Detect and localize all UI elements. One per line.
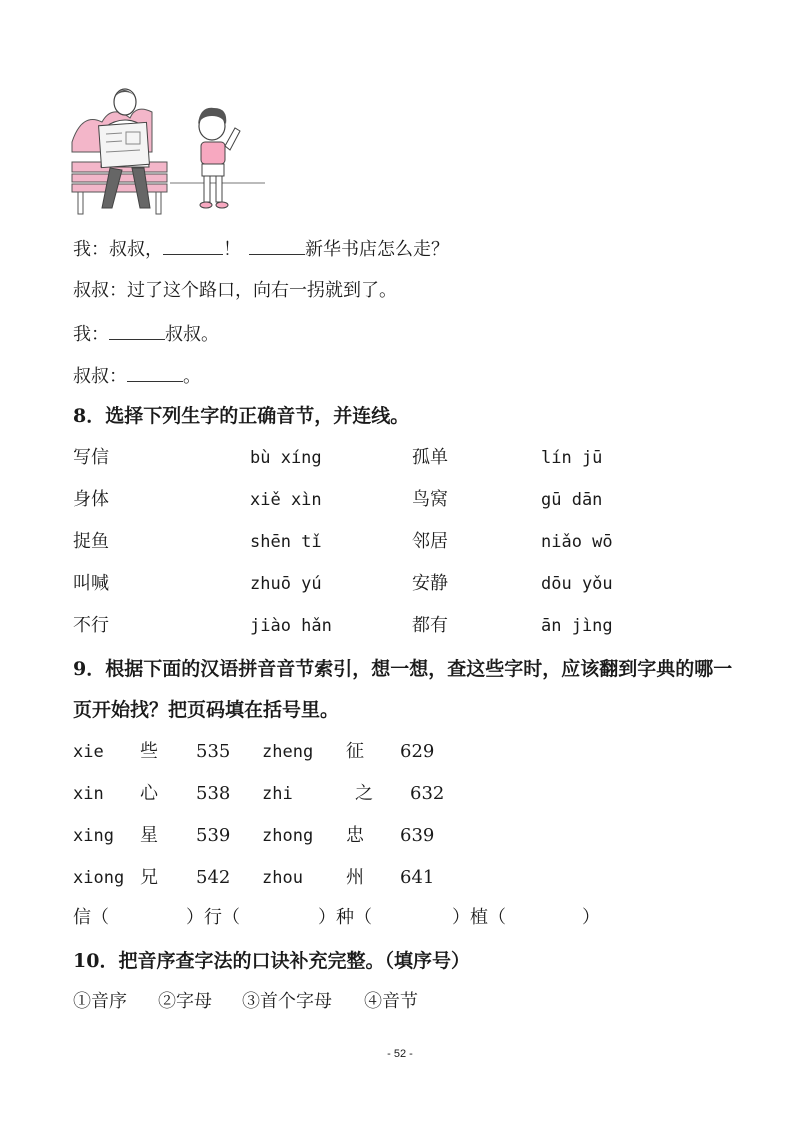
q10-option: ③首个字母 (242, 991, 332, 1012)
q8-pinyin[interactable]: niǎo wō (541, 532, 613, 552)
index-page: 639 (400, 825, 435, 846)
dialogue-line-1-prefix: 我：叔叔， (73, 239, 163, 260)
index-pinyin: xiong (73, 868, 125, 888)
q8-word[interactable]: 鸟窝 (412, 489, 448, 510)
question-9-title-line-2: 页开始找？把页码填在括号里。 (73, 699, 340, 721)
fill-label-xing: ）行（ (186, 907, 240, 928)
answer-blank-4[interactable] (127, 363, 183, 382)
index-char: 忠 (346, 825, 364, 846)
illustration-father-and-boy (70, 82, 270, 222)
q10-option: ①音序 (73, 991, 127, 1012)
dialogue-line-1-suffix: 新华书店怎么走？ (305, 239, 449, 260)
boy-illustration (198, 108, 240, 208)
q8-pinyin[interactable]: ān jìng (541, 616, 613, 636)
dialogue-line-1-mid: ！ (223, 239, 241, 260)
page-answer-field[interactable] (120, 906, 182, 930)
q8-word[interactable]: 邻居 (412, 531, 448, 552)
index-pinyin: xie (73, 742, 104, 762)
page-answer-field[interactable] (250, 906, 312, 930)
page-answer-field[interactable] (516, 906, 578, 930)
index-page: 629 (400, 741, 435, 762)
q8-word[interactable]: 安静 (412, 573, 448, 594)
question-10-title: 10．把音序查字法的口诀补充完整。（填序号） (73, 950, 470, 972)
dialogue-line-3-prefix: 我： (73, 324, 109, 345)
q8-pinyin[interactable]: shēn tǐ (250, 532, 322, 552)
index-pinyin: zheng (262, 742, 314, 762)
q8-word[interactable]: 写信 (73, 447, 109, 468)
answer-blank-1[interactable] (163, 236, 223, 255)
q8-pinyin[interactable]: xiě xìn (250, 490, 322, 510)
index-page: 539 (196, 825, 231, 846)
index-pinyin: zhi (262, 784, 293, 804)
index-page: 542 (196, 867, 231, 888)
index-char: 心 (140, 783, 158, 804)
dialogue-line-4 (73, 363, 201, 389)
q8-pinyin[interactable]: zhuō yú (250, 574, 322, 594)
index-page: 641 (400, 867, 435, 888)
q10-option: ④音节 (364, 991, 418, 1012)
question-8-title: 8．选择下列生字的正确音节，并连线。 (73, 405, 410, 427)
q10-option: ②字母 (158, 991, 212, 1012)
q8-word[interactable]: 叫喊 (73, 573, 109, 594)
index-char: 州 (346, 867, 364, 888)
index-page: 535 (196, 741, 231, 762)
index-char: 星 (140, 825, 158, 846)
q8-word[interactable]: 身体 (73, 489, 109, 510)
index-page: 632 (410, 783, 445, 804)
q8-word[interactable]: 孤单 (412, 447, 448, 468)
dialogue-line-3 (73, 321, 219, 347)
index-char: 之 (355, 783, 373, 804)
q8-pinyin[interactable]: jiào hǎn (250, 616, 332, 636)
index-pinyin: xin (73, 784, 104, 804)
question-9-title-line-1: 9．根据下面的汉语拼音音节索引，想一想，查这些字时，应该翻到字典的哪一 (73, 658, 733, 680)
fill-label-xin: 信（ (73, 907, 109, 928)
q8-pinyin[interactable]: dōu yǒu (541, 574, 613, 594)
fill-close-paren: ） (582, 907, 600, 928)
q8-pinyin[interactable]: bù xíng (250, 448, 322, 468)
answer-blank-3[interactable] (109, 321, 165, 340)
page-number: - 52 - (387, 1048, 413, 1060)
q8-word[interactable]: 捉鱼 (73, 531, 109, 552)
index-pinyin: xing (73, 826, 114, 846)
dialogue-line-4-suffix: 。 (183, 366, 201, 387)
q8-word[interactable]: 都有 (412, 615, 448, 636)
q8-pinyin[interactable]: lín jū (541, 448, 603, 468)
fill-label-zhong: ）种（ (318, 907, 372, 928)
index-char: 征 (346, 741, 364, 762)
index-char: 些 (140, 741, 158, 762)
page-answer-field[interactable] (383, 906, 445, 930)
fill-label-zhi: ）植（ (452, 907, 506, 928)
dialogue-line-3-suffix: 叔叔。 (165, 324, 219, 345)
dialogue-line-2: 叔叔：过了这个路口，向右一拐就到了。 (73, 280, 397, 301)
index-page: 538 (196, 783, 231, 804)
index-pinyin: zhong (262, 826, 314, 846)
dialogue-line-1 (73, 236, 449, 262)
dialogue-line-4-prefix: 叔叔： (73, 366, 127, 387)
q8-pinyin[interactable]: gū dān (541, 490, 603, 510)
answer-blank-2[interactable] (249, 236, 305, 255)
index-pinyin: zhou (262, 868, 303, 888)
q8-word[interactable]: 不行 (73, 615, 109, 636)
index-char: 兄 (140, 867, 158, 888)
